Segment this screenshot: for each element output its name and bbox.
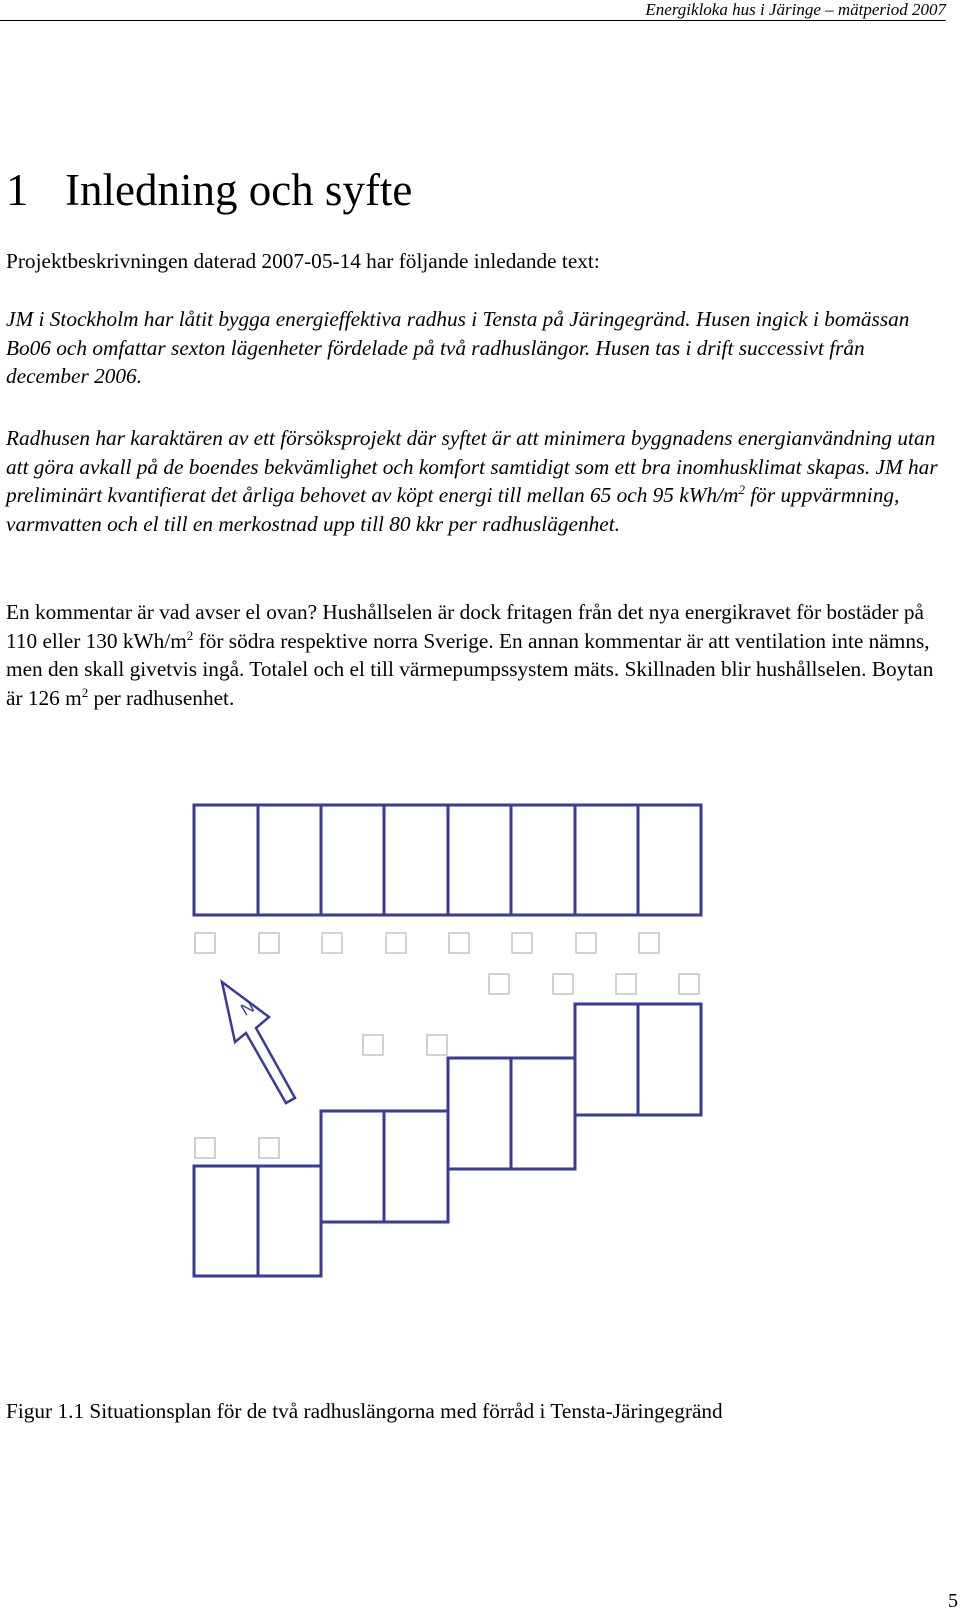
house-unit	[638, 1004, 701, 1115]
page-number: 5	[948, 1590, 958, 1612]
upper-row-houses	[194, 805, 701, 915]
house-unit	[258, 805, 321, 915]
storage-shed	[576, 933, 596, 953]
house-unit	[384, 1111, 448, 1222]
site-plan-figure	[0, 790, 760, 1350]
intro-paragraph: Projektbeskrivningen daterad 2007-05-14 har följande inledande text:	[6, 249, 600, 273]
section-number: 1	[6, 165, 29, 215]
comment-text-a: En kommentar är vad avser el ovan? Hushållselen är dock fritagen från det nya energikravet för bostäder på 110 eller 130 kWh/m	[6, 600, 924, 653]
storage-shed	[512, 933, 532, 953]
house-unit	[575, 1004, 638, 1115]
house-unit	[194, 805, 258, 915]
storage-shed	[679, 974, 699, 994]
house-unit	[448, 1058, 511, 1169]
storage-shed	[616, 974, 636, 994]
house-unit	[638, 805, 701, 915]
house-unit	[321, 805, 384, 915]
north-arrow	[222, 982, 295, 1103]
house-unit	[511, 805, 575, 915]
north-label: N	[237, 997, 258, 1020]
comment-text-c: per radhusenhet.	[88, 685, 235, 710]
storage-shed	[195, 933, 215, 953]
running-title: Energikloka hus i Järinge – mätperiod 2007	[645, 0, 946, 19]
section-title: Inledning och syfte	[65, 165, 413, 215]
house-unit	[575, 805, 638, 915]
storage-shed	[449, 933, 469, 953]
superscript: 2	[81, 684, 89, 700]
superscript: 2	[186, 627, 194, 643]
house-unit	[384, 805, 448, 915]
quote-paragraph-2	[6, 424, 950, 538]
storage-shed	[259, 1138, 279, 1158]
north-arrow-icon	[222, 982, 295, 1103]
quote-2-text-a: Radhusen har karaktären av ett försöksprojekt där syftet är att minimera byggnadens energianvändning utan att göra avkall på de boendes bekvämlighet och komfort samtidigt som ett bra inomhusklimat skapas. JM har preliminärt kvantifierat det årliga behovet av köpt energi till mellan 65 och 95 kWh/m	[6, 426, 938, 507]
storage-shed	[195, 1138, 215, 1158]
comment-text-b: för södra respektive norra Sverige. En annan kommentar är att ventilation inte nämns, men den skall givetvis ingå. Totalel och el till värmepumpssystem mäts. Skillnaden blir hushållselen. Boytan är 126 m	[6, 628, 934, 710]
house-unit	[194, 1166, 258, 1276]
storage-shed	[553, 974, 573, 994]
house-unit	[258, 1166, 321, 1276]
superscript: 2	[738, 482, 745, 497]
storage-shed	[489, 974, 509, 994]
comment-paragraph	[6, 598, 950, 712]
storage-shed	[363, 1035, 383, 1055]
house-unit	[321, 1111, 384, 1222]
storage-shed	[639, 933, 659, 953]
house-unit	[511, 1058, 575, 1169]
storage-shed	[259, 933, 279, 953]
storage-shed	[386, 933, 406, 953]
page-header	[0, 0, 946, 21]
figure-caption: Figur 1.1 Situationsplan för de två radhuslängorna med förråd i Tensta-Järingegränd	[6, 1399, 723, 1423]
section-heading	[6, 160, 412, 220]
quote-2-text-b: för uppvärmning, varmvatten och el till en merkostnad upp till 80 kkr per radhuslägenhet.	[6, 483, 900, 536]
house-unit	[448, 805, 511, 915]
storage-shed	[322, 933, 342, 953]
quote-paragraph-1: JM i Stockholm har låtit bygga energieffektiva radhus i Tensta på Järingegränd. Husen ingick i bomässan Bo06 och omfattar sexton lägenheter fördelade på två radhuslängor. Husen tas i drift successivt från december 2006.	[6, 307, 910, 388]
storage-shed	[427, 1035, 447, 1055]
